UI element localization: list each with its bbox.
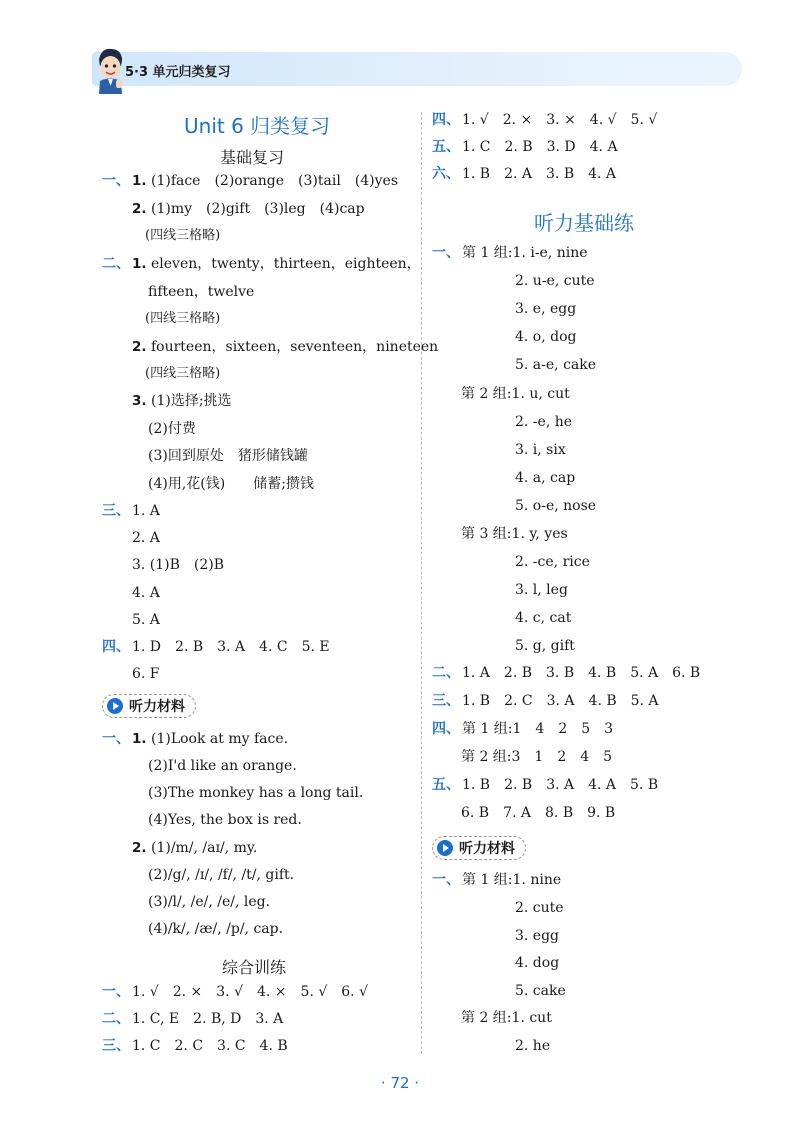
answer-line: [102, 982, 368, 1002]
answer-line: [432, 243, 588, 263]
section-label: 三、: [432, 693, 460, 709]
group-label: 第 1 组:: [462, 872, 513, 888]
section-label: 二、: [102, 1011, 130, 1027]
answer-line: 5. g, gift: [515, 638, 575, 654]
answer-line: 3. e, egg: [515, 301, 577, 317]
q-num: 1.: [132, 731, 147, 747]
zonghe-title: 综合训练: [222, 958, 287, 977]
section-label: 二、: [102, 256, 130, 272]
answer-text: (1)face (2)orange (3)tail (4)yes: [150, 173, 399, 189]
section-label: 三、: [102, 503, 130, 519]
answer-text: 1. √ 2. × 3. × 4. √ 5. √: [462, 112, 658, 128]
answer-line: 2. -e, he: [515, 414, 573, 430]
answer-line: 4. dog: [515, 955, 560, 971]
answer-line: [461, 524, 568, 544]
play-icon: [107, 698, 123, 714]
note-line: (四线三格略): [145, 228, 221, 243]
note-line: (四线三格略): [145, 366, 221, 381]
answer-line: 5. a-e, cake: [515, 357, 597, 373]
note-line: (四线三格略): [145, 311, 221, 326]
answer-text: 1. A: [132, 503, 160, 519]
answer-line: (3)/l/, /e/, /e/, leg.: [148, 894, 271, 910]
answer-line: (2)/g/, /ɪ/, /f/, /t/, gift.: [148, 867, 295, 883]
answer-line: [102, 1009, 283, 1029]
answer-line: fifteen，twelve: [148, 284, 255, 300]
answer-text: 1. B 2. B 3. A 4. A 5. B: [462, 777, 659, 793]
answer-text: 第 1 组:1 4 2 5 3: [462, 721, 614, 737]
column-divider: [421, 112, 422, 1054]
answer-line: 5. A: [132, 612, 160, 628]
answer-line: 6. B 7. A 8. B 9. B: [461, 805, 616, 821]
q-num: 1.: [132, 256, 147, 272]
answer-text: 1. y, yes: [511, 526, 568, 542]
section-label: 一、: [102, 731, 130, 747]
section-label: 四、: [432, 721, 460, 737]
q-num: 3.: [132, 393, 147, 409]
play-icon: [437, 840, 453, 856]
answer-line: 4. a, cap: [515, 470, 576, 486]
answer-text: (1)Look at my face.: [150, 731, 289, 747]
section-label: 二、: [432, 665, 460, 681]
answer-line: [132, 199, 365, 219]
answer-text: 1. B 2. C 3. A 4. B 5. A: [462, 693, 659, 709]
answer-line: [432, 663, 700, 683]
answer-line: [102, 171, 398, 191]
answer-line: 2. A: [132, 530, 160, 546]
section-label: 四、: [102, 639, 130, 655]
answer-line: (2)I'd like an orange.: [148, 758, 297, 774]
answer-line: 6. F: [132, 666, 160, 682]
section-label: 一、: [432, 872, 460, 888]
group-label: 第 2 组:: [461, 386, 512, 402]
section-label: 六、: [432, 166, 460, 182]
unit-title: Unit 6 归类复习: [184, 114, 331, 138]
answer-line: 3. l, leg: [515, 582, 568, 598]
answer-line: (4)Yes, the box is red.: [148, 812, 302, 828]
answer-line: [461, 384, 570, 404]
answer-text: (1)/m/, /aɪ/, my.: [150, 840, 258, 856]
answer-text: 1. u, cut: [511, 386, 570, 402]
answer-text: 1. i-e, nine: [512, 245, 588, 261]
answer-line: 4. c, cat: [515, 610, 572, 626]
group-label: 第 1 组:: [462, 245, 513, 261]
answer-line: [461, 1008, 552, 1028]
answer-line: 4. A: [132, 585, 160, 601]
q-num: 2.: [132, 201, 147, 217]
answer-text: 1. C 2. B 3. D 4. A: [462, 139, 618, 155]
page-number: · 72 ·: [380, 1074, 420, 1092]
answer-line: [432, 691, 659, 711]
jichu-title: 基础复习: [220, 148, 285, 167]
answer-line: [102, 1036, 288, 1056]
answer-line: 3. egg: [515, 928, 560, 944]
tingli-jichu-title: 听力基础练: [534, 211, 634, 235]
answer-line: [102, 637, 330, 657]
answer-line: 3. i, six: [515, 442, 566, 458]
answer-line: 2. -ce, rice: [515, 554, 590, 570]
answer-line: 2. u-e, cute: [515, 273, 595, 289]
section-label: 一、: [432, 245, 460, 261]
group-label: 第 2 组:: [461, 1010, 512, 1026]
answer-line: 5. cake: [515, 983, 566, 999]
answer-line: 2. he: [515, 1038, 551, 1054]
mascot-icon: [95, 46, 125, 94]
answer-line: [432, 164, 616, 184]
answer-text: eleven，twenty，thirteen，eighteen，: [150, 256, 421, 272]
answer-line: [102, 729, 288, 749]
answer-text: (1)my (2)gift (3)leg (4)cap: [150, 201, 365, 217]
answer-line: [132, 838, 257, 858]
answer-line: [432, 110, 657, 130]
section-label: 五、: [432, 139, 460, 155]
q-num: 1.: [132, 173, 147, 189]
tingli-cailiao-pill: [432, 836, 526, 860]
answer-line: (3)The monkey has a long tail.: [148, 785, 364, 801]
answer-line: [102, 254, 421, 274]
section-label: 三、: [102, 1038, 130, 1054]
answer-line: (4)/k/, /æ/, /p/, cap.: [148, 921, 284, 937]
answer-text: 1. A 2. B 3. B 4. B 5. A 6. B: [462, 665, 701, 681]
q-num: 2.: [132, 840, 147, 856]
tingli-cailiao-pill: [102, 694, 196, 718]
answer-line: [432, 137, 618, 157]
section-label: 一、: [102, 984, 130, 1000]
header-title: 5·3 单元归类复习: [125, 65, 231, 80]
answer-line: 第 2 组:3 1 2 4 5: [461, 749, 613, 765]
group-label: 第 3 组:: [461, 526, 512, 542]
answer-line: [102, 501, 160, 521]
answer-text: 1. √ 2. × 3. √ 4. × 5. √ 6. √: [132, 984, 368, 1000]
answer-line: 2. cute: [515, 900, 564, 916]
answer-line: (3)回到原处 猪形储钱罐: [148, 448, 308, 464]
answer-line: (2)付费: [148, 421, 196, 437]
answer-text: 1. cut: [511, 1010, 552, 1026]
answer-text: fourteen，sixteen，seventeen，nineteen: [150, 339, 439, 355]
answer-text: 1. nine: [512, 872, 562, 888]
section-label: 四、: [432, 112, 460, 128]
answer-line: 5. o-e, nose: [515, 498, 597, 514]
answer-line: (4)用,花(钱) 储蓄;攒钱: [148, 476, 314, 492]
answer-text: 1. C 2. C 3. C 4. B: [132, 1038, 288, 1054]
answer-text: (1)选择;挑选: [150, 393, 232, 409]
section-label: 五、: [432, 777, 460, 793]
answer-line: [132, 337, 438, 357]
answer-line: [432, 870, 561, 890]
answer-text: 1. C, E 2. B, D 3. A: [132, 1011, 284, 1027]
section-label: 一、: [102, 173, 130, 189]
answer-line: 4. o, dog: [515, 329, 577, 345]
answer-line: [132, 391, 232, 411]
answer-text: 1. B 2. A 3. B 4. A: [462, 166, 617, 182]
answer-line: 3. (1)B (2)B: [132, 557, 225, 573]
answer-line: [432, 775, 658, 795]
answer-line: [432, 719, 613, 739]
q-num: 2.: [132, 339, 147, 355]
answer-text: 1. D 2. B 3. A 4. C 5. E: [132, 639, 330, 655]
pill-label: 听力材料: [129, 699, 185, 715]
pill-label: 听力材料: [459, 841, 515, 857]
